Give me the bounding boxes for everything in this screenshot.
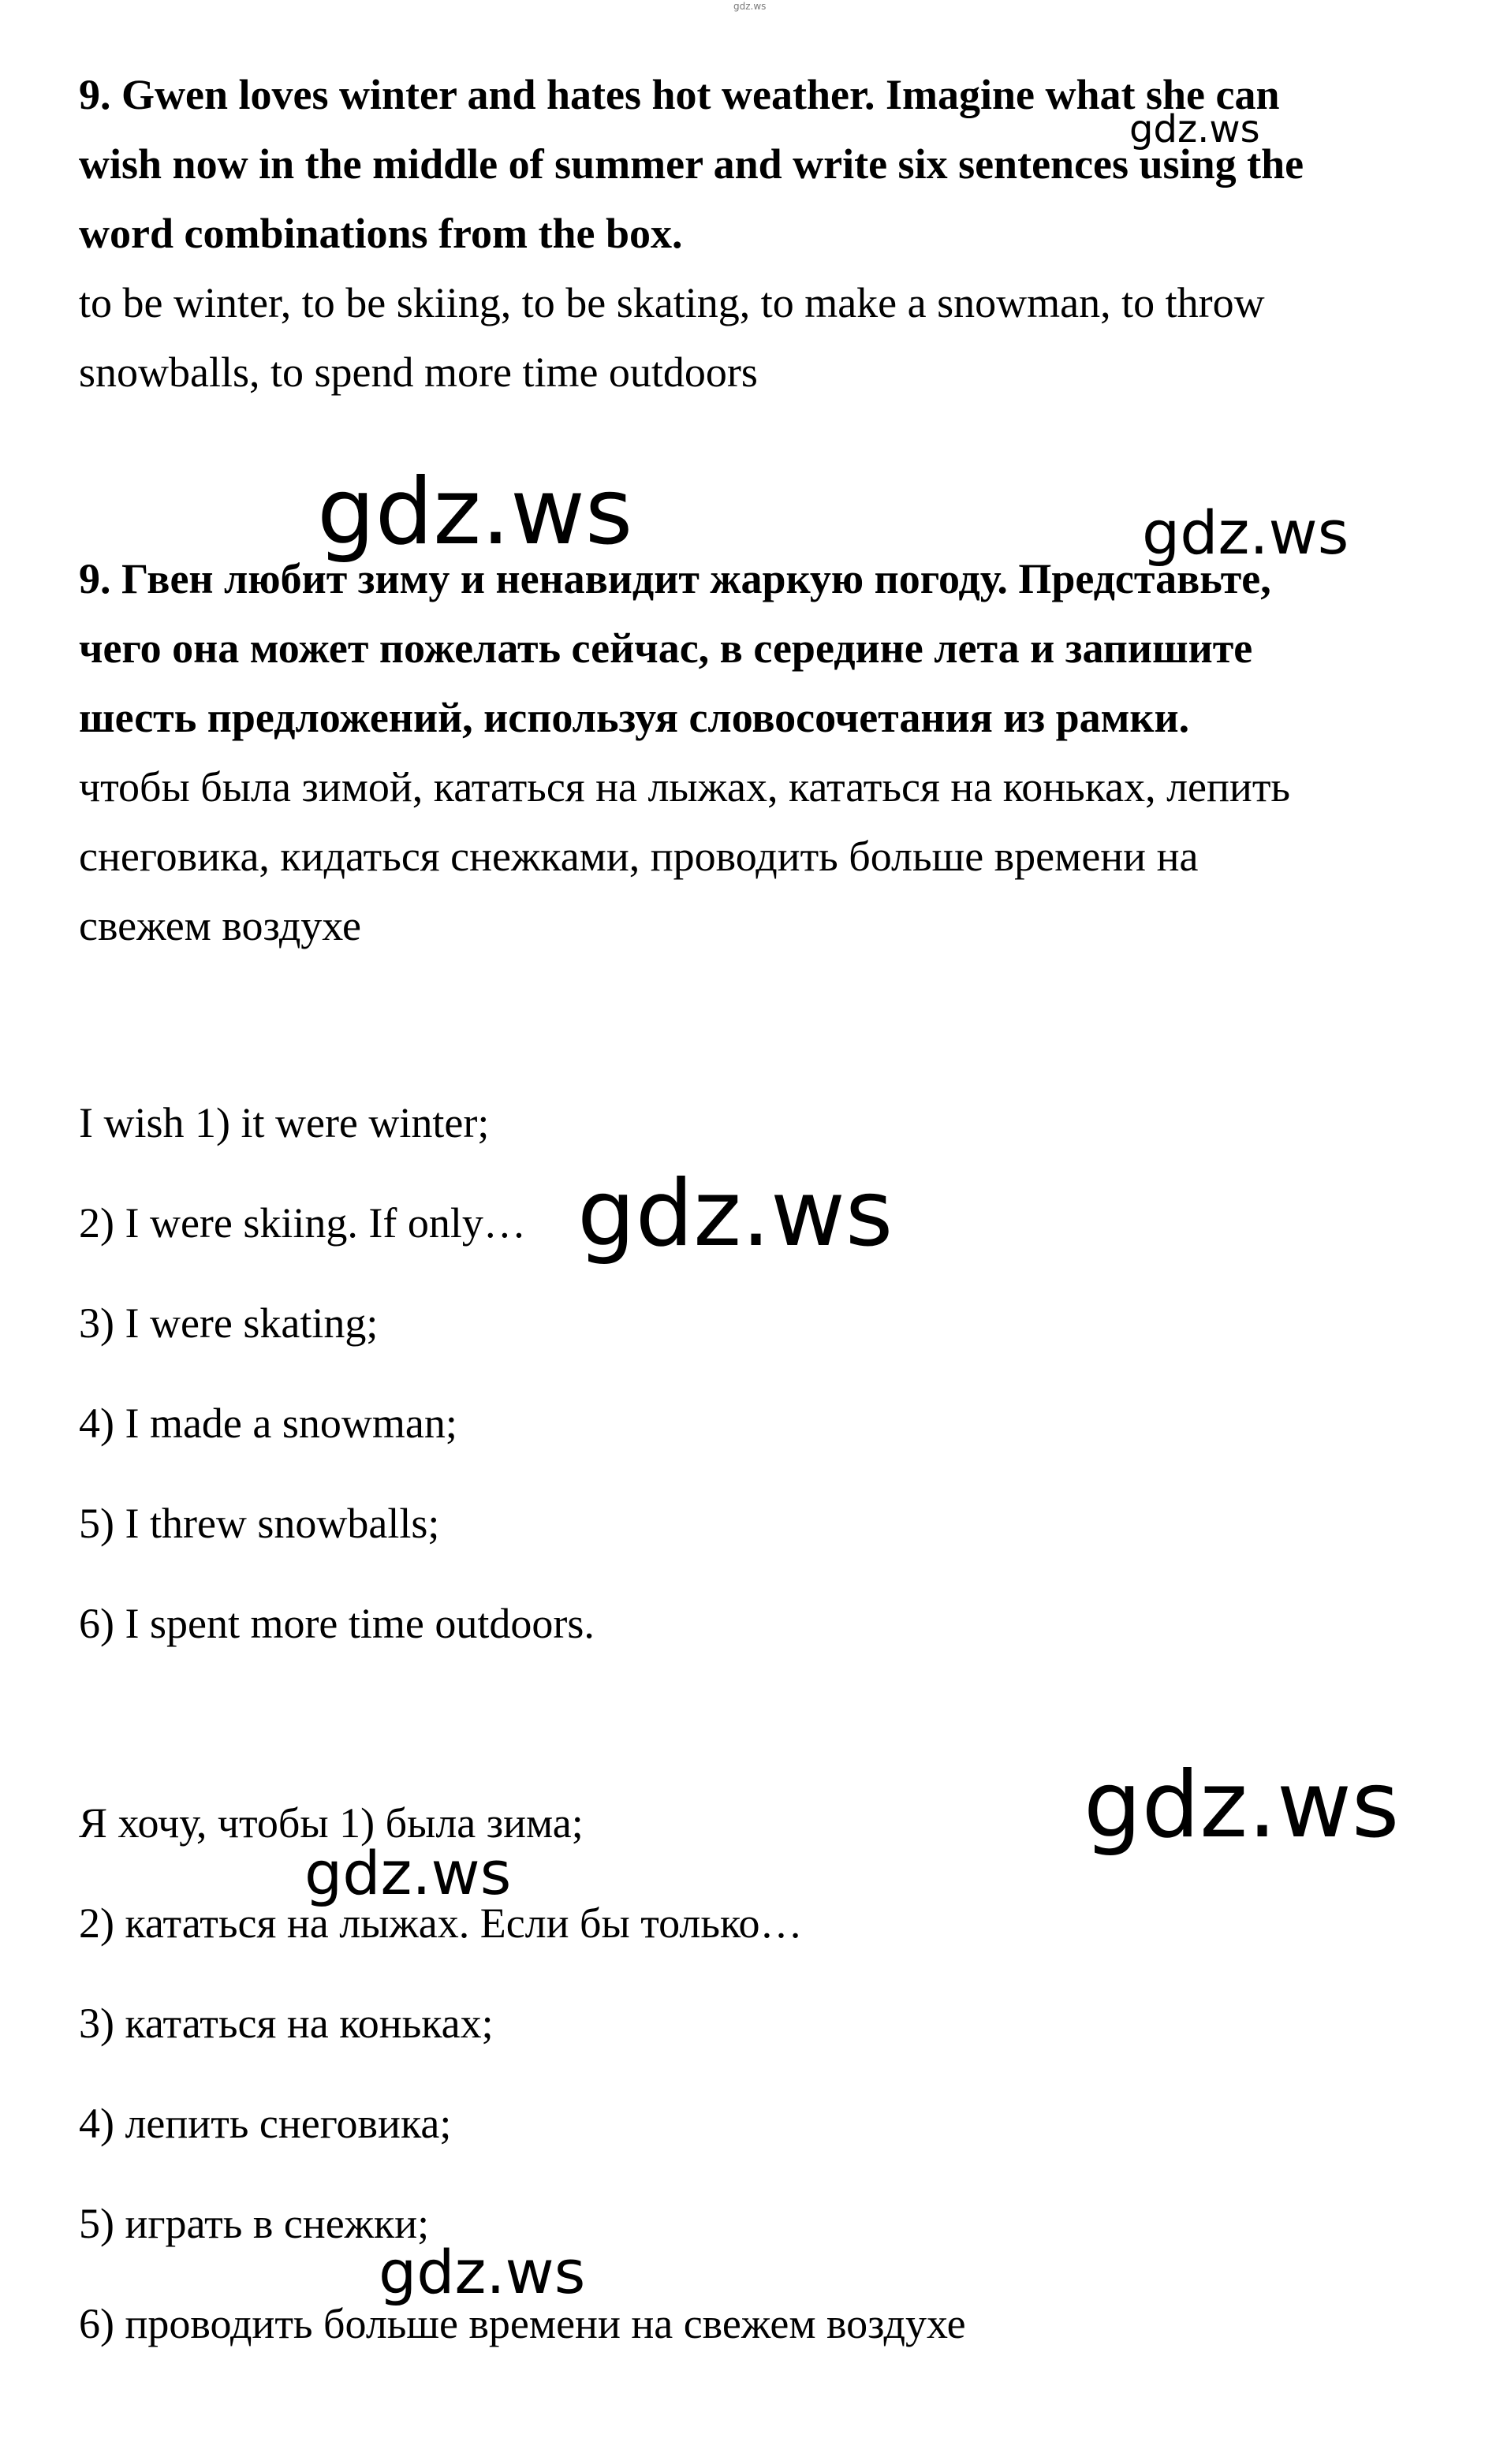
answer-ru-6: 6) проводить больше времени на свежем воздухе	[79, 2300, 966, 2347]
answer-ru-4: 4) лепить снеговика;	[79, 2100, 452, 2147]
watermark-4: gdz.ws	[577, 1161, 894, 1267]
watermark-7: gdz.ws	[379, 2237, 586, 2307]
answer-en-2: 2) I were skiing. If only…	[79, 1199, 526, 1247]
answer-en-3: 3) I were skating;	[79, 1299, 379, 1347]
task-ru-box-line-3: свежем воздухе	[79, 902, 361, 949]
watermark-top: gdz.ws	[733, 1, 767, 12]
answer-en-5: 5) I threw snowballs;	[79, 1500, 440, 1547]
watermark-5: gdz.ws	[1084, 1752, 1400, 1858]
task-en-box-line-1: to be winter, to be skiing, to be skating, to make a snowman, to throw	[79, 279, 1265, 326]
task-en-heading-line-1: 9. Gwen loves winter and hates hot weather. Imagine what she can	[79, 71, 1280, 118]
answer-ru-1: Я хочу, чтобы 1) была зима;	[79, 1799, 584, 1847]
watermark-3: gdz.ws	[1142, 498, 1349, 568]
answer-en-4: 4) I made a snowman;	[79, 1400, 457, 1447]
task-ru-box-line-1: чтобы была зимой, кататься на лыжах, кататься на коньках, лепить	[79, 763, 1291, 811]
task-en-heading-line-2: wish now in the middle of summer and write six sentences using the	[79, 140, 1304, 188]
task-ru-heading-line-1: 9. Гвен любит зиму и ненавидит жаркую погоду. Представьте,	[79, 555, 1271, 602]
answer-ru-2: 2) кататься на лыжах. Если бы только…	[79, 1899, 803, 1947]
task-ru-heading-line-3: шесть предложений, используя словосочетания из рамки.	[79, 694, 1190, 741]
answer-ru-3: 3) кататься на коньках;	[79, 2000, 494, 2047]
answer-ru-5: 5) играть в снежки;	[79, 2200, 430, 2247]
answer-en-1: I wish 1) it were winter;	[79, 1099, 490, 1146]
watermark-6: gdz.ws	[304, 1838, 512, 1908]
task-ru-box-line-2: снеговика, кидаться снежками, проводить больше времени на	[79, 833, 1199, 880]
watermark-1: gdz.ws	[1129, 107, 1260, 151]
watermark-2: gdz.ws	[317, 459, 633, 565]
task-en-heading-line-3: word combinations from the box.	[79, 210, 683, 257]
answer-en-6: 6) I spent more time outdoors.	[79, 1600, 595, 1647]
task-ru-heading-line-2: чего она может пожелать сейчас, в середине лета и запишите	[79, 624, 1253, 672]
task-en-box-line-2: snowballs, to spend more time outdoors	[79, 349, 758, 396]
